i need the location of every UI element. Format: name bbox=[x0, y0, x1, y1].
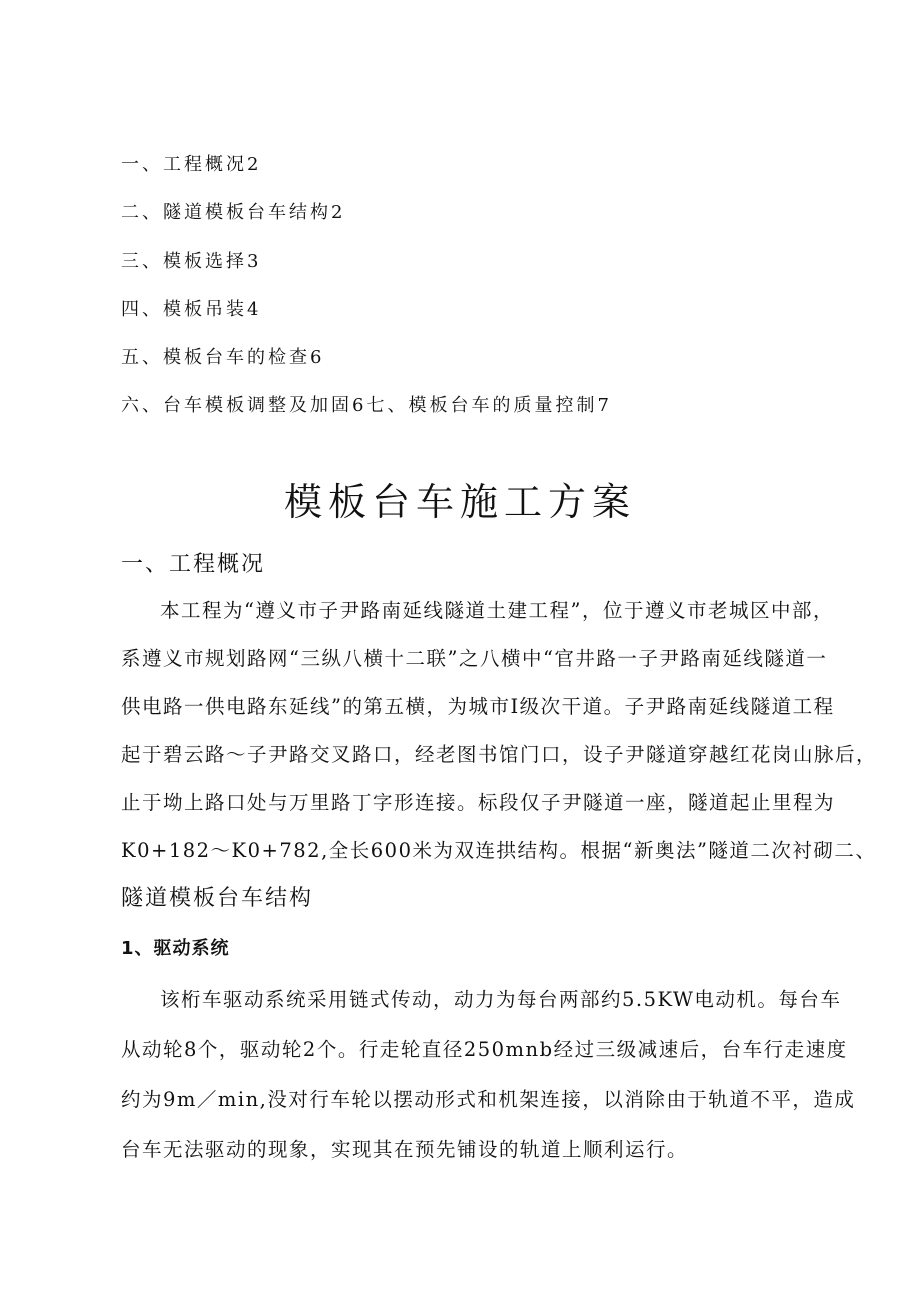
paragraph-line: 止于坳上路口处与万里路丁字形连接。标段仅子尹隧道一座，隧道起止里程为 bbox=[121, 791, 836, 814]
toc-item: 五、模板台车的检查6 bbox=[121, 347, 325, 368]
paragraph-line: 供电路一供电路东延线”的第五横，为城市I级次干道。子尹路南延线隧道工程 bbox=[121, 695, 835, 718]
paragraph-line: 该桁车驱动系统采用链式传动，动力为每台两部约5.5KW电动机。每台车 bbox=[160, 988, 842, 1011]
section-heading: 一、工程概况 bbox=[121, 552, 266, 577]
paragraph-line: 从动轮8个，驱动轮2个。行走轮直径250mnb经过三级减速后，台车行走速度 bbox=[121, 1038, 848, 1061]
paragraph-line: 台车无法驱动的现象，实现其在预先铺设的轨道上顺利运行。 bbox=[121, 1138, 689, 1161]
toc-item: 四、模板吊装4 bbox=[121, 299, 262, 320]
toc-item: 三、模板选择3 bbox=[121, 251, 262, 272]
paragraph-line: 本工程为“遵义市子尹路南延线隧道土建工程”，位于遵义市老城区中部， bbox=[160, 599, 834, 622]
section-heading: 隧道模板台车结构 bbox=[121, 886, 314, 911]
paragraph-line: 起于碧云路～子尹路交叉路口，经老图书馆门口，设子尹隧道穿越红花岗山脉后， bbox=[121, 743, 878, 766]
paragraph-line: 系遵义市规划路网“三纵八横十二联”之八横中“官井路一子尹路南延线隧道一 bbox=[121, 647, 828, 670]
toc-item: 二、隧道模板台车结构2 bbox=[121, 202, 346, 223]
toc-item: 一、工程概况2 bbox=[121, 154, 262, 175]
subsection-heading: 1、驱动系统 bbox=[121, 938, 230, 959]
document-title: 模板台车施工方案 bbox=[283, 480, 636, 524]
toc-item: 六、台车模板调整及加固6七、模板台车的质量控制7 bbox=[121, 395, 612, 416]
paragraph-line: 约为9m／min,没对行车轮以摆动形式和机架连接，以消除由于轨道不平，造成 bbox=[121, 1088, 856, 1111]
paragraph-line: K0+182～K0+782,全长600米为双连拱结构。根据“新奥法”隧道二次衬砌二、 bbox=[121, 839, 877, 862]
